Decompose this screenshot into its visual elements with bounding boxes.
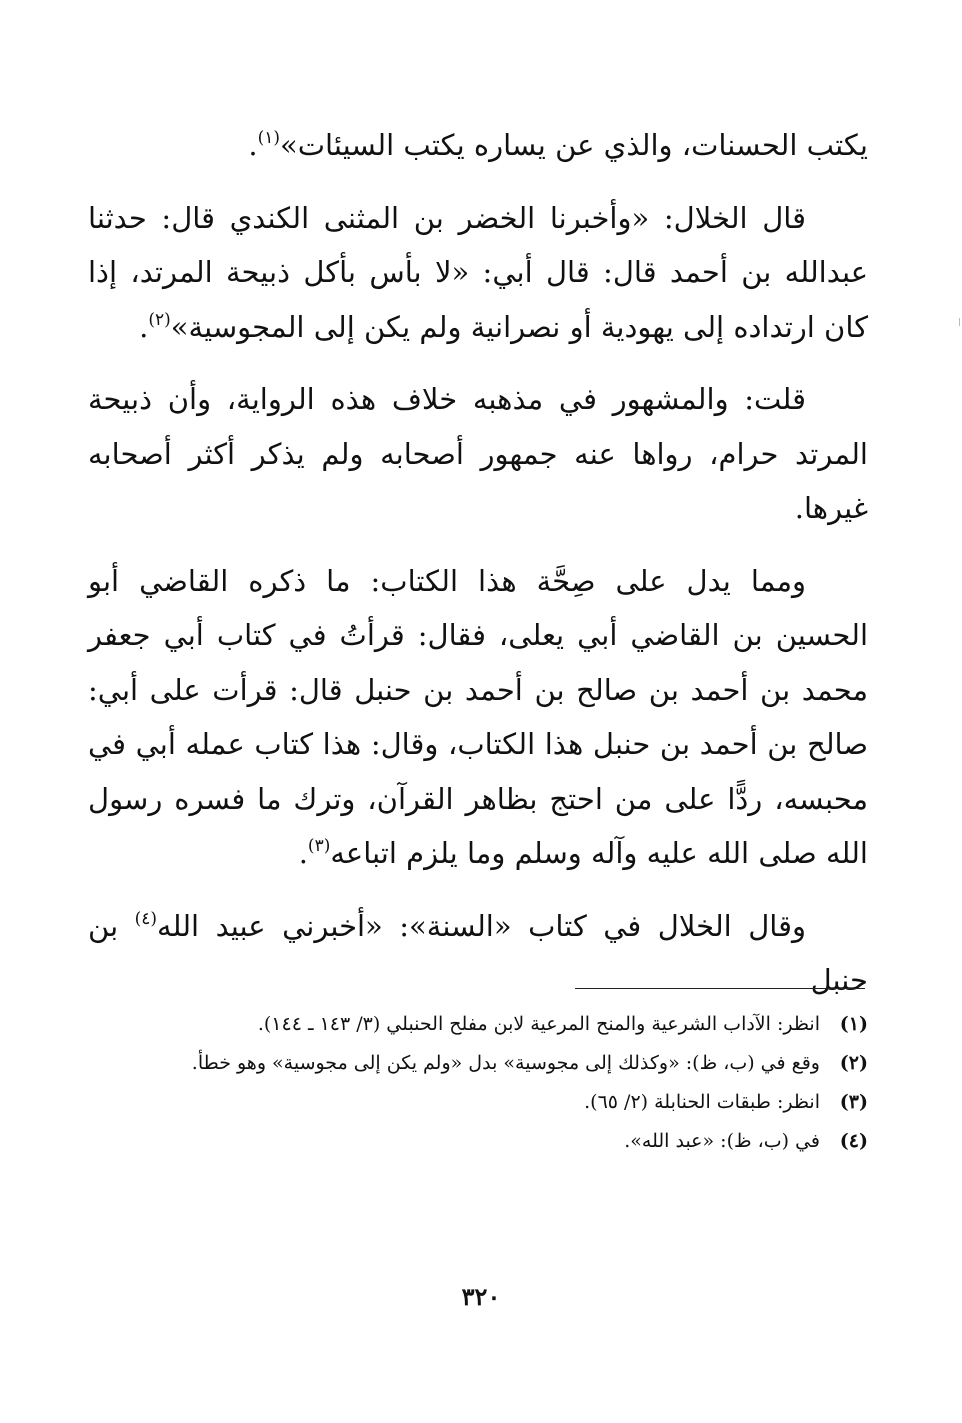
paragraph-1-end: . [248,128,258,162]
paragraph-2-end: . [139,309,149,344]
footnote-ref-2: (٢) [148,309,171,330]
paragraph-5 [88,899,868,1008]
paragraph-4 [88,554,868,881]
footnote-2-text: وقع في (ب، ظ): «وكذلك إلى مجوسية» بدل «ولم يكن إلى مجوسية» وهو خطأ. [191,1052,820,1074]
paragraph-5-text: وقال الخلال في كتاب «السنة»: «أخبرني عبيد الله [157,908,806,943]
footnote-1-text: انظر: الآداب الشرعية والمنح المرعية لابن مفلح الحنبلي (٣/ ١٤٣ ـ ١٤٤). [257,1013,820,1035]
footnote-1-number: (١) [839,1013,868,1035]
footnote-separator [575,988,865,989]
paragraph-1 [88,118,868,173]
paragraph-2-text: قال الخلال: «وأخبرنا الخضر بن المثنى الكندي قال: حدثنا عبدالله بن أحمد قال: قال أبي: «لا بأس بأكل ذبيحة المرتد، إذا كان ارتداده إلى يهودية أو نصرانية ولم يكن إلى المجوسية» [88,200,868,344]
paragraph-2 [88,191,868,355]
footnote-2 [88,1047,868,1080]
paragraph-3-text: قلت: والمشهور في مذهبه خلاف هذه الرواية، وأن ذبيحة المرتد حرام، رواها عنه جمهور أصحابه ولم يذكر أكثر أصحابه غيرها. [88,382,868,525]
paragraph-4-text: ومما يدل على صِحَّة هذا الكتاب: ما ذكره القاضي أبو الحسين بن القاضي أبي يعلى، فقال: قرأتُ في كتاب أبي جعفر محمد بن أحمد بن صالح بن أحمد بن حنبل قال: قرأت على أبي: صالح بن أحمد بن حنبل هذا الكتاب، وقال: هذا كتاب عمله أبي في محبسه، ردًّا على من احتج بظاهر القرآن، وترك ما فسره رسول الله صلى الله عليه وآله وسلم وما يلزم اتباعه [88,563,868,870]
paragraph-5-end: بن حنبل [88,908,868,997]
footnote-4-number: (٤) [839,1130,868,1152]
footnote-4 [88,1125,868,1158]
footnote-ref-3: (٣) [307,836,331,856]
footnote-4-text: في (ب، ظ): «عبد الله». [624,1130,820,1152]
footnotes [88,1008,868,1164]
paragraph-4-end: . [298,836,308,870]
paragraph-1-text: يكتب الحسنات، والذي عن يساره يكتب السيئات» [280,128,868,162]
page-number: ٣٢٠ [461,1282,501,1311]
footnote-3 [88,1086,868,1119]
paragraph-3 [88,372,868,536]
scan-edge-mark [959,318,960,326]
footnote-ref-4: (٤) [134,908,158,929]
footnote-3-text: انظر: طبقات الحنابلة (٢/ ٦٥). [584,1091,820,1113]
footnote-2-number: (٢) [839,1052,868,1074]
footnote-3-number: (٣) [839,1091,868,1113]
main-text [88,118,868,1026]
footnote-ref-1: (١) [257,128,280,148]
footnote-1 [88,1008,868,1041]
